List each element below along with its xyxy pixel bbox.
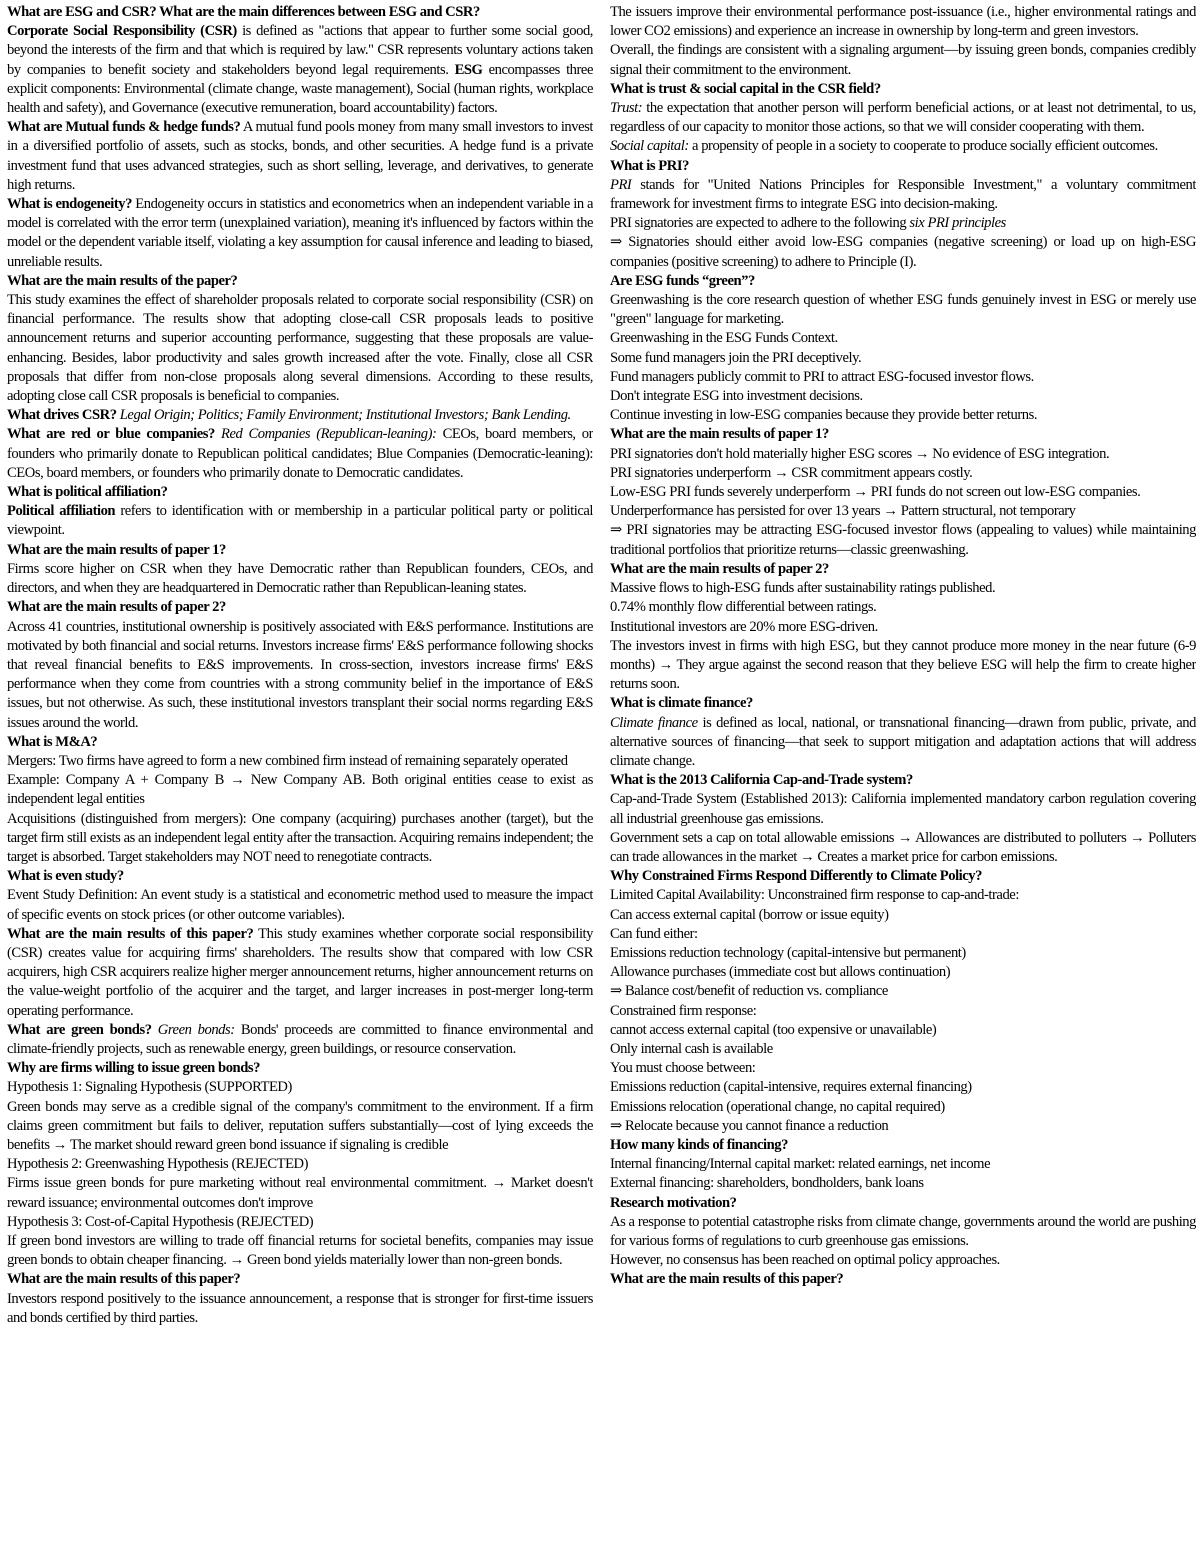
text-span: is defined as "actions that appear to further some social good, beyond the interests of the firm and that which is required by law." CSR represents voluntary actions taken by companies to benefit society and stakeholders beyond legal requirements. [7,23,593,78]
text-span: a propensity of people in a society to cooperate to produce socially efficient outcomes. [688,138,1158,155]
right-column [610,3,1196,1553]
answer-paragraph: Massive flows to high-ESG funds after sustainability ratings published. [610,580,996,597]
italic-term: Green bonds: [157,1021,235,1038]
question-heading: What is M&A? [7,733,98,750]
mixed-paragraph [610,714,1196,772]
question-heading: What are the main results of paper 2? [7,599,226,616]
answer-paragraph: Limited Capital Availability: Unconstrained firm response to cap-and-trade: [610,887,1019,904]
answer-paragraph: cannot access external capital (too expensive or unavailable) [610,1021,937,1038]
italic-term: Legal Origin; Politics; Family Environment; Institutional Investors; Bank Lending. [119,407,571,424]
answer-paragraph: Can access external capital (borrow or issue equity) [610,906,889,923]
answer-paragraph: Mergers: Two firms have agreed to form a new combined firm instead of remaining separately operated [7,752,568,769]
answer-paragraph: Don't integrate ESG into investment decisions. [610,388,863,405]
answer-paragraph: External financing: shareholders, bondholders, bank loans [610,1175,924,1192]
question-heading: Why Constrained Firms Respond Differently to Climate Policy? [610,868,982,885]
answer-paragraph: Only internal cash is available [610,1040,773,1057]
answer-paragraph: Internal financing/Internal capital market: related earnings, net income [610,1156,991,1173]
question-heading: What are the main results of paper 1? [610,426,829,443]
answer-paragraph: If green bond investors are willing to trade off financial returns for societal benefits, companies may issue green bonds to obtain cheaper financing. → Green bond yields materially lower than non-green bonds. [7,1233,593,1269]
answer-paragraph: Event Study Definition: An event study is a statistical and econometric method used to measure the impact of specific events on stock prices (or other outcome variables). [7,887,593,923]
answer-paragraph: Emissions reduction (capital-intensive, requires external financing) [610,1079,972,1096]
question-heading: What is trust & social capital in the CSR field? [610,80,881,97]
answer-paragraph: Investors respond positively to the issuance announcement, a response that is stronger for first-time issuers and bonds certified by third parties. [7,1290,593,1326]
question-heading: What is climate finance? [610,695,753,712]
question-heading: Are ESG funds “green”? [610,272,755,289]
mixed-paragraph [7,502,593,540]
answer-paragraph: Hypothesis 2: Greenwashing Hypothesis (REJECTED) [7,1156,309,1173]
answer-paragraph: Low-ESG PRI funds severely underperform → PRI funds do not screen out low-ESG companies. [610,484,1141,501]
bold-term: What are red or blue companies? [7,426,215,443]
question-heading: What are the main results of paper 2? [610,560,829,577]
answer-paragraph: This study examines the effect of shareholder proposals related to corporate social responsibility (CSR) on financial performance. The results show that adopting close-call CSR proposals leads to positive announcement returns and superior accounting performance, suggesting that these proposals are value-enhancing. Besides, labor productivity and sales growth increased after the vote. Finally, close all CSR proposals that differ from non-close proposals along several dimensions. According to these results, adopting close call CSR proposals is beneficial to companies. [7,292,593,405]
text-span: This study examines whether corporate social responsibility (CSR) creates value for acquiring firms' shareholders. The results show that compared with low CSR acquirers, high CSR acquirers realize higher merger announcement returns, higher announcement returns on the value-weight portfolio of the acquirer and the target, and larger increases in post-merger long-term operating performance. [7,925,593,1019]
answer-paragraph: Green bonds may serve as a credible signal of the company's commitment to the environment. If a firm claims green commitment but fails to deliver, reputation suffers substantially—cost of lying exceeds the benefits → The market should reward green bond issuance if signaling is credible [7,1098,593,1153]
answer-paragraph: However, no consensus has been reached on optimal policy approaches. [610,1252,1000,1269]
answer-paragraph: Allowance purchases (immediate cost but allows continuation) [610,964,951,981]
question-heading: What are ESG and CSR? What are the main differences between ESG and CSR? [7,4,480,20]
bold-term: What are the main results of this paper? [7,925,254,942]
answer-paragraph: Greenwashing in the ESG Funds Context. [610,330,838,347]
bold-term: Corporate Social Responsibility (CSR) [7,23,237,40]
text-span: PRI signatories are expected to adhere to the following [610,215,910,232]
mixed-paragraph [7,118,593,195]
text-span: refers to identification with or membership in a particular political party or political viewpoint. [7,503,593,539]
question-heading: What is political affiliation? [7,484,168,501]
question-heading: How many kinds of financing? [610,1136,788,1153]
answer-paragraph: Continue investing in low-ESG companies because they provide better returns. [610,407,1038,424]
answer-paragraph: Government sets a cap on total allowable emissions → Allowances are distributed to polluters → Polluters can trade allowances in the market → Creates a market price for carbon emissions. [610,829,1196,865]
answer-paragraph: Emissions reduction technology (capital-intensive but permanent) [610,944,966,961]
text-span: the expectation that another person will perform beneficial actions, or at least not detrimental, to us, regardless of our capacity to monitor those actions, so that we will consider cooperating with them. [610,100,1196,136]
italic-term: PRI [610,176,632,193]
text-span: is defined as local, national, or transnational financing—drawn from public, private, and alternative sources of financing—that seek to support mitigation and adaptation actions that will address climate change. [610,714,1196,769]
answer-paragraph: Some fund managers join the PRI deceptively. [610,349,862,366]
answer-paragraph: Greenwashing is the core research question of whether ESG funds genuinely invest in ESG or merely use "green" language for marketing. [610,292,1196,328]
answer-paragraph: Emissions relocation (operational change, no capital required) [610,1098,945,1115]
question-heading: What is even study? [7,868,124,885]
answer-paragraph: Hypothesis 3: Cost-of-Capital Hypothesis (REJECTED) [7,1213,314,1230]
answer-paragraph: Constrained firm response: [610,1002,757,1019]
answer-paragraph: Fund managers publicly commit to PRI to attract ESG-focused investor flows. [610,368,1034,385]
answer-paragraph: Across 41 countries, institutional ownership is positively associated with E&S performance. Institutions are motivated by both financial and social returns. Investors increase firms' E&S performance following shocks that reveal financial benefits to E&S improvements. In cross-section, investors increase firms' E&S performance when they come from countries with a strong community belief in the importance of E&S issues, but not otherwise. As such, these institutional investors transplant their social norms regarding E&S issues around the world. [7,618,593,731]
italic-term: Red Companies (Republican-leaning): [221,426,437,443]
question-heading: What are the main results of the paper? [7,272,238,289]
italic-term: six PRI principles [909,215,1006,232]
answer-paragraph: Firms score higher on CSR when they have Democratic rather than Republican founders, CEOs, and directors, and when they are headquartered in Democratic rather than Republican-leaning states. [7,560,593,597]
answer-paragraph: Cap-and-Trade System (Established 2013): California implemented mandatory carbon regulation covering all industrial greenhouse gas emissions. [610,791,1196,827]
answer-paragraph: The investors invest in firms with high ESG, but they cannot produce more money in the near future (6-9 months) → They argue against the second reason that they believe ESG will help the firm to create higher returns soon. [610,637,1196,693]
question-heading: Research motivation? [610,1194,737,1211]
text-span: CEOs, board members, or founders who primarily donate to Republican political candidates; Blue Companies (Democratic-leaning): CEOs, board members, or founders who primarily donate to Democratic candidates. [7,426,593,481]
question-heading: What are the main results of this paper? [7,1271,241,1288]
answer-paragraph: ⇒ Balance cost/benefit of reduction vs. compliance [610,983,888,1000]
mixed-paragraph [610,137,1196,156]
mixed-paragraph [610,214,1196,233]
answer-paragraph: Firms issue green bonds for pure marketing without real environmental commitment. → Market doesn't reward issuance; environmental outcomes don't improve [7,1175,593,1211]
mixed-paragraph [610,99,1196,137]
mixed-paragraph [7,195,593,272]
answer-paragraph: Institutional investors are 20% more ESG-driven. [610,618,878,635]
mixed-paragraph [7,425,593,483]
answer-paragraph: ⇒ Signatories should either avoid low-ESG companies (negative screening) or load up on high-ESG companies (positive screening) to adhere to Principle (I). [610,234,1196,270]
bold-term: What is endogeneity? [7,196,132,213]
mixed-paragraph [7,406,593,425]
bold-term: What drives CSR? [7,407,117,424]
answer-paragraph: Overall, the findings are consistent with a signaling argument—by issuing green bonds, companies credibly signal their commitment to the environment. [610,42,1196,78]
mixed-paragraph [7,1021,593,1059]
italic-term: Climate finance [610,714,698,731]
bold-term: Political affiliation [7,503,116,520]
text-span: Endogeneity occurs in statistics and econometrics when an independent variable in a model is correlated with the error term (unexplained variation), meaning it's influenced by factors within the model or the dependent variable itself, violating a key assumption for causal inference and leading to biased, unreliable results. [7,196,593,270]
answer-paragraph: ⇒ Relocate because you cannot finance a reduction [610,1117,889,1134]
text-span: encompasses three explicit components: Environmental (climate change, waste management), Social (human rights, workplace health and safety), and Governance (executive remuneration, board accountability) factors. [7,61,593,117]
question-heading: Why are firms willing to issue green bonds? [7,1060,260,1077]
text-span: stands for "United Nations Principles for Responsible Investment," a voluntary commitment framework for investment firms to integrate ESG into decision-making. [610,176,1196,213]
answer-paragraph: Underperformance has persisted for over 13 years → Pattern structural, not temporary [610,503,1076,520]
question-heading: What is PRI? [610,157,689,174]
answer-paragraph: PRI signatories don't hold materially higher ESG scores → No evidence of ESG integration. [610,445,1110,462]
answer-paragraph: Hypothesis 1: Signaling Hypothesis (SUPPORTED) [7,1079,292,1096]
answer-paragraph: You must choose between: [610,1060,756,1077]
answer-paragraph: ⇒ PRI signatories may be attracting ESG-focused investor flows (appealing to values) while maintaining traditional portfolios that prioritize returns—classic greenwashing. [610,522,1196,558]
italic-term: Social capital: [610,138,689,155]
answer-paragraph: 0.74% monthly flow differential between ratings. [610,599,877,616]
italic-term: Trust: [610,100,643,117]
question-heading: What is the 2013 California Cap-and-Trade system? [610,772,913,789]
answer-paragraph: As a response to potential catastrophe risks from climate change, governments around the world are pushing for various forms of regulations to curb greenhouse gas emissions. [610,1213,1196,1249]
bold-term: ESG [454,61,483,78]
answer-paragraph: Acquisitions (distinguished from mergers): One company (acquiring) purchases another (target), but the target firm still exists as an independent legal entity after the transaction. Acquiring remains independent; the target is absorbed. Target stakeholders may NOT need to renegotiate contracts. [7,810,593,865]
text-span: Bonds' proceeds are committed to finance environmental and climate-friendly projects, such as renewable energy, green buildings, or resource conservation. [7,1021,593,1057]
left-column [7,3,593,1553]
text-span: A mutual fund pools money from many small investors to invest in a diversified portfolio of assets, such as stocks, bonds, and other securities. A hedge fund is a private investment fund that uses advanced strategies, such as short selling, leverage, and derivatives, to generate high returns. [7,119,593,193]
mixed-paragraph [7,22,593,118]
answer-paragraph: Example: Company A + Company B → New Company AB. Both original entities cease to exist as independent legal entities [7,772,593,808]
answer-paragraph: The issuers improve their environmental performance post-issuance (i.e., higher environmental ratings and lower CO2 emissions) and experience an increase in ownership by long-term and green investors. [610,4,1196,40]
bold-term: What are green bonds? [7,1021,152,1038]
answer-paragraph: PRI signatories underperform → CSR commitment appears costly. [610,464,973,481]
question-heading: What are the main results of paper 1? [7,541,226,558]
mixed-paragraph [610,176,1196,214]
bold-term: What are Mutual funds & hedge funds? [7,119,241,136]
answer-paragraph: Can fund either: [610,925,698,942]
mixed-paragraph [7,925,593,1021]
question-heading: What are the main results of this paper? [610,1271,844,1288]
